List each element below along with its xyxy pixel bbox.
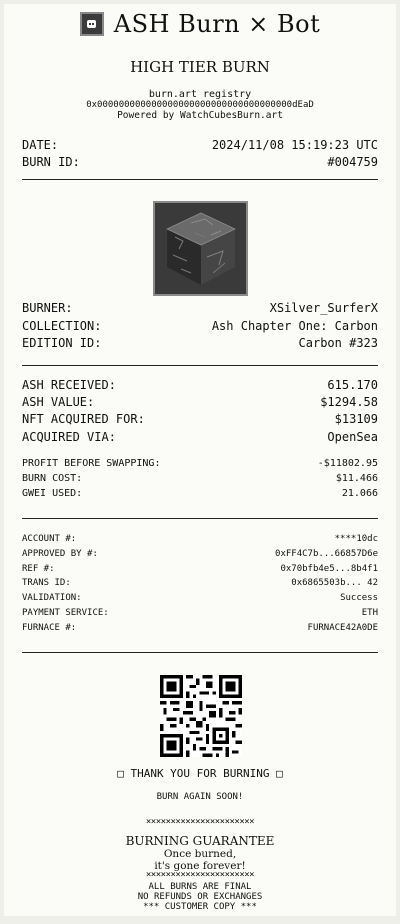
date-label: DATE: bbox=[22, 138, 59, 152]
divider bbox=[22, 652, 378, 653]
no-refunds-notice: NO REFUNDS OR EXCHANGES bbox=[137, 892, 263, 902]
nft-acquired-value: $13109 bbox=[334, 412, 378, 426]
nft-acquired-row bbox=[22, 412, 378, 426]
burn-again-message: BURN AGAIN SOON! bbox=[156, 792, 244, 802]
date-row bbox=[22, 138, 378, 152]
account-label: ACCOUNT #: bbox=[22, 534, 77, 544]
trans-value: 0x6865503b... 42 bbox=[291, 578, 378, 588]
collection-label: COLLECTION: bbox=[22, 319, 102, 333]
receipt-header bbox=[4, 10, 396, 38]
burner-label: BURNER: bbox=[22, 301, 73, 315]
receipt-title: ASH Burn × Bot bbox=[113, 10, 321, 38]
qr-code-icon[interactable] bbox=[160, 675, 242, 757]
profit-value: -$11802.95 bbox=[317, 458, 378, 469]
burner-row bbox=[22, 301, 378, 315]
trans-label: TRANS ID: bbox=[22, 578, 71, 588]
validation-value: Success bbox=[340, 593, 378, 603]
approved-label: APPROVED BY #: bbox=[22, 549, 98, 559]
nft-acquired-label: NFT ACQUIRED FOR: bbox=[22, 412, 145, 426]
registry-label: burn.art registry bbox=[148, 89, 252, 100]
gwei-row bbox=[22, 488, 378, 499]
burn-cost-value: $11.466 bbox=[335, 473, 378, 484]
ref-label: REF #: bbox=[22, 564, 55, 574]
ref-value: 0x70bfb4e5...8b4f1 bbox=[280, 564, 378, 574]
date-value: 2024/11/08 15:19:23 UTC bbox=[211, 138, 378, 152]
acquired-via-row bbox=[22, 430, 378, 444]
ash-value-row bbox=[22, 395, 378, 409]
payment-row bbox=[22, 608, 378, 618]
ash-received-row bbox=[22, 378, 378, 392]
validation-row bbox=[22, 593, 378, 603]
collection-value: Ash Chapter One: Carbon bbox=[211, 319, 378, 333]
guarantee-line-1: Once burned, bbox=[163, 848, 237, 860]
acquired-via-value: OpenSea bbox=[327, 430, 378, 444]
burn-receipt bbox=[4, 4, 396, 916]
gwei-label: GWEI USED: bbox=[22, 488, 83, 499]
ref-row bbox=[22, 564, 378, 574]
collection-row bbox=[22, 319, 378, 333]
edition-value: Carbon #323 bbox=[298, 336, 378, 350]
approved-row bbox=[22, 549, 378, 559]
gwei-value: 21.066 bbox=[341, 488, 378, 499]
account-row bbox=[22, 534, 378, 544]
burn-cost-label: BURN COST: bbox=[22, 473, 83, 484]
burn-id-value: #004759 bbox=[327, 155, 378, 169]
x-divider: ×××××××××××××××××××××× bbox=[145, 870, 255, 880]
customer-copy-label: *** CUSTOMER COPY *** bbox=[143, 902, 257, 912]
trans-row bbox=[22, 578, 378, 588]
burn-id-row bbox=[22, 155, 378, 169]
tier-label: HIGH TIER BURN bbox=[130, 58, 270, 76]
payment-label: PAYMENT SERVICE: bbox=[22, 608, 109, 618]
furnace-row bbox=[22, 623, 378, 633]
ash-value-value: $1294.58 bbox=[320, 395, 378, 409]
ash-received-label: ASH RECEIVED: bbox=[22, 378, 116, 392]
edition-label: EDITION ID: bbox=[22, 336, 102, 350]
furnace-value: FURNACE42A0DE bbox=[307, 623, 378, 633]
edition-row bbox=[22, 336, 378, 350]
account-value: ****10dc bbox=[334, 534, 378, 544]
burn-id-label: BURN ID: bbox=[22, 155, 80, 169]
profit-label: PROFIT BEFORE SWAPPING: bbox=[22, 458, 161, 469]
final-notice: ALL BURNS ARE FINAL bbox=[148, 882, 252, 892]
divider bbox=[22, 518, 378, 519]
bot-logo-icon bbox=[80, 12, 104, 36]
burn-cost-row bbox=[22, 473, 378, 484]
nft-image bbox=[153, 201, 248, 296]
profit-row bbox=[22, 458, 378, 469]
payment-value: ETH bbox=[361, 608, 378, 618]
approved-value: 0xFF4C7b...66857D6e bbox=[275, 549, 378, 559]
x-divider: ×××××××××××××××××××××× bbox=[145, 817, 255, 827]
thank-you-message: □ THANK YOU FOR BURNING □ bbox=[117, 767, 283, 780]
acquired-via-label: ACQUIRED VIA: bbox=[22, 430, 116, 444]
guarantee-title: BURNING GUARANTEE bbox=[125, 834, 275, 848]
ash-received-value: 615.170 bbox=[327, 378, 378, 392]
guarantee-line-2: it's gone forever! bbox=[154, 860, 246, 872]
dark-cube-icon bbox=[161, 207, 241, 291]
furnace-label: FURNACE #: bbox=[22, 623, 77, 633]
divider bbox=[22, 365, 378, 366]
divider bbox=[22, 179, 378, 180]
burner-value: XSilver_SurferX bbox=[269, 301, 378, 315]
dead-address: 0x000000000000000000000000000000000000dEaD bbox=[86, 100, 314, 110]
validation-label: VALIDATION: bbox=[22, 593, 82, 603]
ash-value-label: ASH VALUE: bbox=[22, 395, 95, 409]
powered-by: Powered by WatchCubesBurn.art bbox=[117, 110, 283, 121]
